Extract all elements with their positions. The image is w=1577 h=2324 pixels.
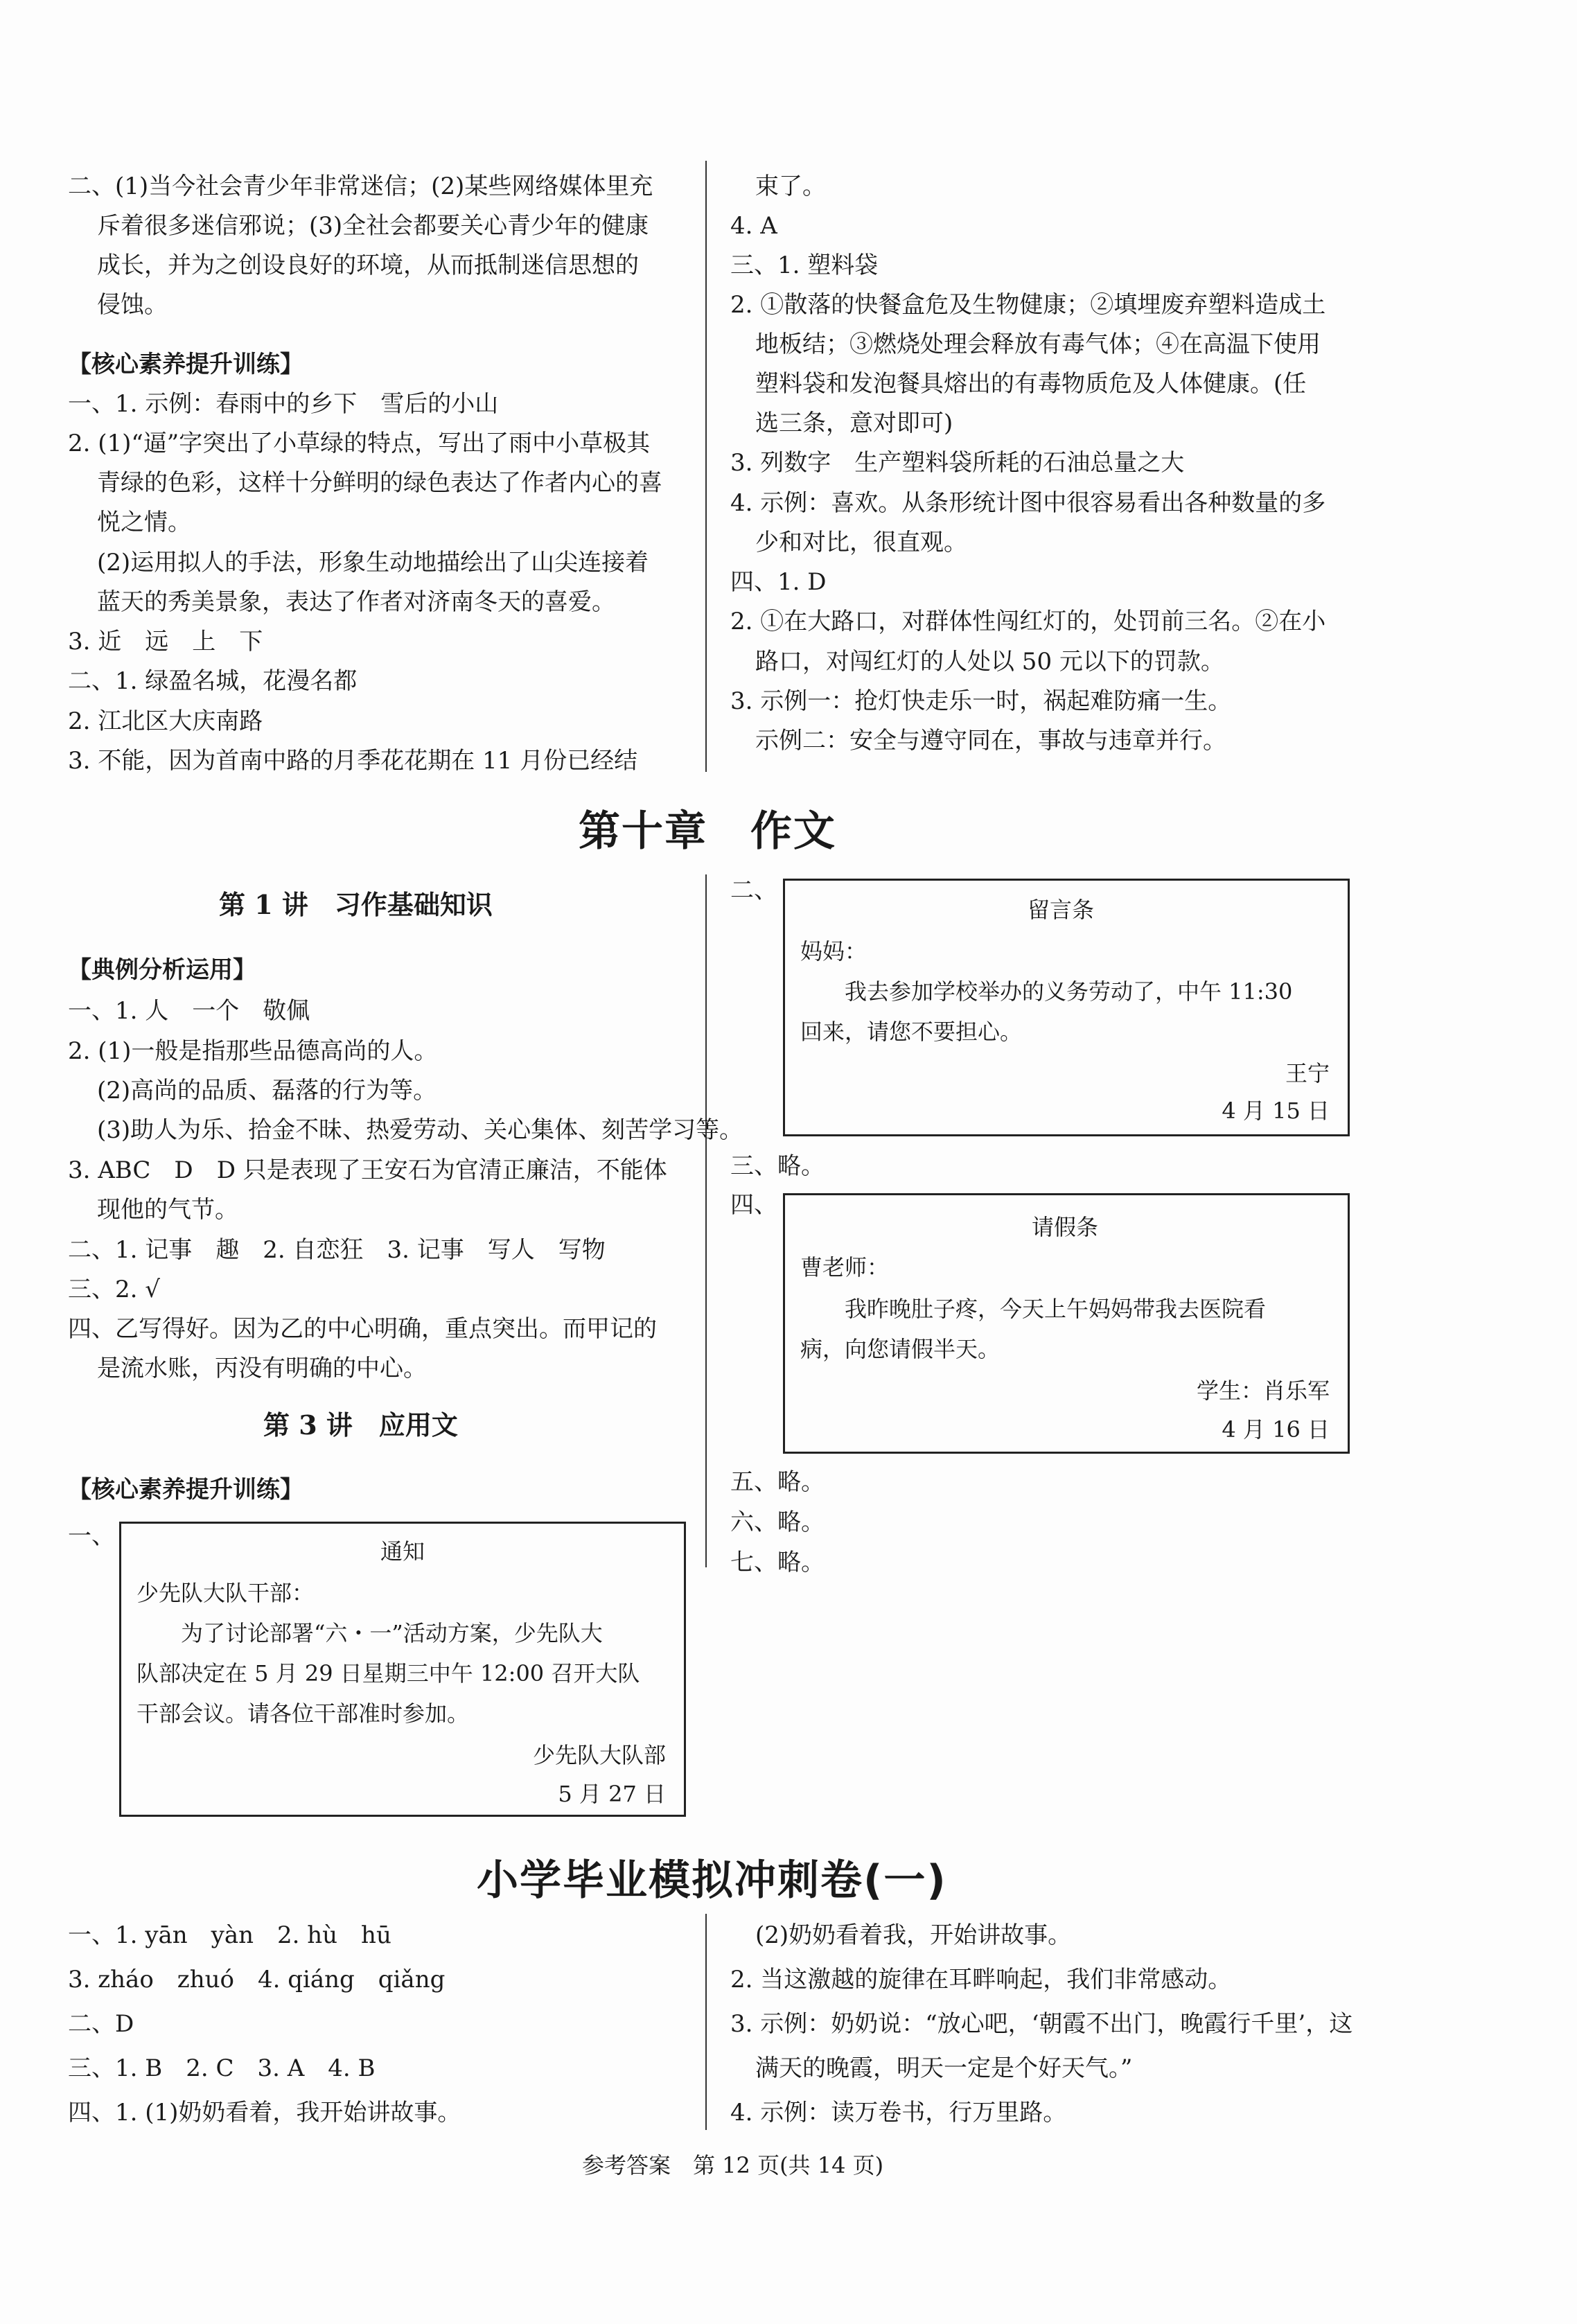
message-date: 4 月 15 日 bbox=[1222, 1098, 1330, 1124]
leave-note-signature: 学生：肖乐军 bbox=[1196, 1377, 1330, 1404]
section-heading: 【核心素养提升训练】 bbox=[68, 351, 303, 378]
notice-signature: 少先队大队部 bbox=[532, 1742, 666, 1768]
answer-line: 三、1. B 2. C 3. A 4. B bbox=[68, 2054, 376, 2082]
answer-line: 七、略。 bbox=[730, 1549, 825, 1576]
answer-line: (3)助人为乐、拾金不昧、热爱劳动、关心集体、刻苦学习等。 bbox=[97, 1116, 743, 1144]
message-signature: 王宁 bbox=[1285, 1060, 1330, 1086]
lecture-title: 第 3 讲 应用文 bbox=[263, 1409, 458, 1441]
answer-line: 少和对比，很直观。 bbox=[755, 529, 967, 556]
answer-line: 青绿的色彩，这样十分鲜明的绿色表达了作者内心的喜 bbox=[97, 469, 662, 497]
section-heading: 【核心素养提升训练】 bbox=[68, 1476, 303, 1504]
answer-line: (2)高尚的品质、磊落的行为等。 bbox=[97, 1077, 437, 1104]
leave-note-body-line: 我昨晚肚子疼，今天上午妈妈带我去医院看 bbox=[845, 1296, 1267, 1322]
lecture-title: 第 1 讲 习作基础知识 bbox=[219, 889, 493, 920]
leave-note-box bbox=[783, 1193, 1350, 1454]
answer-line: 4. 示例：喜欢。从条形统计图中很容易看出各种数量的多 bbox=[730, 489, 1326, 517]
leave-note-recipient: 曹老师： bbox=[800, 1254, 890, 1280]
answer-line: (2)奶奶看着我，开始讲故事。 bbox=[755, 1921, 1072, 1949]
answer-line: 2. 江北区大庆南路 bbox=[68, 707, 263, 735]
answer-line: 2. ①散落的快餐盒危及生物健康；②填埋废弃塑料造成土 bbox=[730, 291, 1326, 319]
notice-date: 5 月 27 日 bbox=[558, 1781, 666, 1807]
notice-box bbox=[119, 1522, 686, 1817]
answer-line: 蓝天的秀美景象，表达了作者对济南冬天的喜爱。 bbox=[97, 588, 615, 616]
message-title: 留言条 bbox=[1028, 897, 1095, 923]
answer-line: 示例二：安全与遵守同在，事故与违章并行。 bbox=[755, 727, 1226, 755]
answer-line: 地板结；③燃烧处理会释放有毒气体；④在高温下使用 bbox=[755, 331, 1321, 358]
exam-title: 小学毕业模拟冲刺卷(一) bbox=[477, 1856, 947, 1905]
notice-body-line: 干部会议。请各位干部准时参加。 bbox=[136, 1700, 470, 1727]
answer-line: 二、 bbox=[730, 877, 777, 904]
answer-line: 路口，对闯红灯的人处以 50 元以下的罚款。 bbox=[755, 648, 1224, 676]
notice-body-line: 为了讨论部署“六・一”活动方案，少先队大 bbox=[181, 1620, 603, 1646]
notice-title: 通知 bbox=[380, 1538, 425, 1565]
answer-line: 3. ABC D D 只是表现了王安石为官清正廉洁，不能体 bbox=[68, 1156, 667, 1184]
answer-line: 侵蚀。 bbox=[97, 291, 168, 319]
answer-line: 3. 近 远 上 下 bbox=[68, 628, 263, 655]
answer-line: 一、1. 人 一个 敬佩 bbox=[68, 997, 310, 1025]
leave-note-date: 4 月 16 日 bbox=[1222, 1416, 1330, 1443]
answer-line: 三、略。 bbox=[730, 1152, 825, 1180]
message-body-line: 回来，请您不要担心。 bbox=[800, 1019, 1023, 1045]
answer-line: 束了。 bbox=[755, 173, 826, 200]
answer-line: 六、略。 bbox=[730, 1508, 825, 1536]
answer-line: 成长，并为之创设良好的环境，从而抵制迷信思想的 bbox=[97, 252, 639, 279]
answer-line: 3. 列数字 生产塑料袋所耗的石油总量之大 bbox=[730, 449, 1185, 477]
page-footer: 参考答案 第 12 页(共 14 页) bbox=[582, 2152, 884, 2178]
answer-line: 四、1. (1)奶奶看着，我开始讲故事。 bbox=[68, 2099, 461, 2127]
answer-line: 是流水账，丙没有明确的中心。 bbox=[97, 1355, 427, 1382]
answer-line: 3. 示例：奶奶说：“放心吧，‘朝霞不出门，晚霞行千里’，这 bbox=[730, 2010, 1353, 2038]
leave-note-body-line: 病，向您请假半天。 bbox=[800, 1336, 1001, 1362]
answer-line: 四、 bbox=[730, 1191, 777, 1219]
answer-line: 3. 不能，因为首南中路的月季花花期在 11 月份已经结 bbox=[68, 747, 638, 775]
section-heading: 【典例分析运用】 bbox=[68, 956, 256, 984]
answer-line: 悦之情。 bbox=[97, 509, 191, 536]
message-recipient: 妈妈： bbox=[800, 938, 867, 965]
answer-line: 2. 当这激越的旋律在耳畔响起，我们非常感动。 bbox=[730, 1966, 1232, 1993]
leave-note-title: 请假条 bbox=[1032, 1214, 1099, 1240]
answer-line: 四、乙写得好。因为乙的中心明确，重点突出。而甲记的 bbox=[68, 1315, 657, 1343]
answer-line: (2)运用拟人的手法，形象生动地描绘出了山尖连接着 bbox=[97, 549, 649, 576]
message-box bbox=[783, 879, 1350, 1136]
answer-line: 3. zháo zhuó 4. qiáng qiǎng bbox=[68, 1966, 446, 1993]
answer-line: 二、(1)当今社会青少年非常迷信；(2)某些网络媒体里充 bbox=[68, 173, 653, 200]
answer-line: 2. (1)“逼”字突出了小草绿的特点，写出了雨中小草极其 bbox=[68, 430, 651, 457]
answer-line: 五、略。 bbox=[730, 1468, 825, 1496]
answer-line: 二、1. 记事 趣 2. 自恋狂 3. 记事 写人 写物 bbox=[68, 1236, 606, 1264]
notice-body-line: 队部决定在 5 月 29 日星期三中午 12:00 召开大队 bbox=[136, 1660, 640, 1687]
answer-line: 四、1. D bbox=[730, 568, 827, 596]
answer-line: 一、 bbox=[68, 1522, 115, 1550]
answer-line: 2. (1)一般是指那些品德高尚的人。 bbox=[68, 1037, 438, 1065]
answer-line: 三、2. √ bbox=[68, 1276, 160, 1303]
answer-line: 现他的气节。 bbox=[97, 1196, 238, 1224]
column-divider bbox=[705, 874, 707, 1567]
answer-line: 4. A bbox=[730, 212, 777, 240]
column-divider bbox=[705, 1914, 707, 2130]
answer-line: 二、1. 绿盈名城，花漫名都 bbox=[68, 667, 358, 695]
notice-recipient: 少先队大队干部： bbox=[136, 1580, 315, 1606]
answer-line: 一、1. yān yàn 2. hù hū bbox=[68, 1921, 391, 1949]
answer-line: 4. 示例：读万卷书，行万里路。 bbox=[730, 2099, 1067, 2127]
message-body-line: 我去参加学校举办的义务劳动了，中午 11:30 bbox=[845, 978, 1293, 1005]
answer-line: 满天的晚霞，明天一定是个好天气。” bbox=[755, 2054, 1133, 2082]
answer-line: 斥着很多迷信邪说；(3)全社会都要关心青少年的健康 bbox=[97, 212, 649, 240]
answer-line: 二、D bbox=[68, 2010, 134, 2038]
column-divider bbox=[705, 161, 707, 772]
answer-line: 三、1. 塑料袋 bbox=[730, 252, 879, 279]
answer-line: 选三条，意对即可) bbox=[755, 410, 953, 437]
answer-line: 一、1. 示例：春雨中的乡下 雪后的小山 bbox=[68, 390, 499, 418]
answer-line: 3. 示例一：抢灯快走乐一时，祸起难防痛一生。 bbox=[730, 687, 1232, 715]
chapter-title: 第十章 作文 bbox=[579, 807, 836, 856]
answer-line: 2. ①在大路口，对群体性闯红灯的，处罚前三名。②在小 bbox=[730, 608, 1326, 635]
answer-line: 塑料袋和发泡餐具熔出的有毒物质危及人体健康。(任 bbox=[755, 370, 1307, 398]
